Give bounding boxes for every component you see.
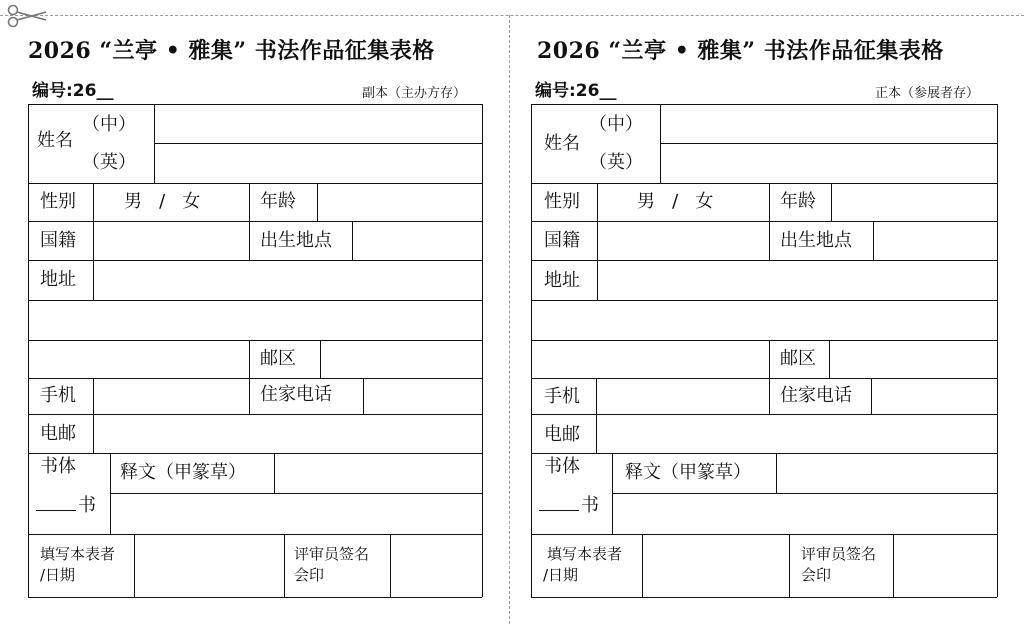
label-name-cn: （中） <box>82 114 136 135</box>
form-title: 2026 “兰亭 • 雅集” 书法作品征集表格 <box>537 38 944 64</box>
label-birthplace: 出生地点 <box>260 230 332 251</box>
label-birthplace: 出生地点 <box>780 230 852 251</box>
form-number: 编号:26__ <box>535 81 617 101</box>
copy-label: 正本（参展者存） <box>875 86 980 101</box>
gender-options[interactable]: 男 / 女 <box>124 191 201 212</box>
label-home-phone: 住家电话 <box>260 384 332 405</box>
label-postcode: 邮区 <box>780 348 816 369</box>
label-name-cn: （中） <box>589 114 643 135</box>
label-address: 地址 <box>544 270 580 291</box>
label-filler-date: /日期 <box>543 566 579 584</box>
label-name: 姓名 <box>544 133 580 154</box>
label-nationality: 国籍 <box>40 230 76 251</box>
label-postcode: 邮区 <box>260 348 296 369</box>
label-judge-seal: 会印 <box>801 566 832 584</box>
label-transcription: 释文（甲篆草） <box>120 462 246 483</box>
label-judge: 评审员签名 <box>294 545 370 563</box>
form-copy-participant <box>531 0 1001 624</box>
script-style-blank <box>539 496 599 516</box>
label-filler-date: /日期 <box>40 566 76 584</box>
label-home-phone: 住家电话 <box>780 385 852 406</box>
form-number: 编号:26__ <box>32 81 114 101</box>
label-filler: 填写本表者 <box>40 545 116 563</box>
label-age: 年龄 <box>780 191 816 212</box>
label-gender: 性别 <box>544 191 580 212</box>
form-title: 2026 “兰亭 • 雅集” 书法作品征集表格 <box>28 38 435 64</box>
label-script-suffix: 书 <box>581 495 599 516</box>
form-copy-organizer <box>28 0 498 624</box>
label-filler: 填写本表者 <box>547 545 623 563</box>
label-mobile: 手机 <box>544 386 580 407</box>
label-address: 地址 <box>40 269 76 290</box>
label-name-en: （英） <box>589 152 643 173</box>
label-name-en: （英） <box>82 152 136 173</box>
label-mobile: 手机 <box>40 385 76 406</box>
label-judge-seal: 会印 <box>294 566 325 584</box>
label-judge: 评审员签名 <box>801 545 877 563</box>
label-transcription: 释文（甲篆草） <box>625 462 751 483</box>
script-style-blank <box>36 496 96 516</box>
label-name: 姓名 <box>37 130 73 151</box>
label-gender: 性别 <box>40 191 76 212</box>
label-nationality: 国籍 <box>544 230 580 251</box>
copy-label: 副本（主办方存） <box>362 86 467 101</box>
label-age: 年龄 <box>260 191 296 212</box>
label-email: 电邮 <box>40 423 76 444</box>
label-script-style: 书体 <box>544 456 580 477</box>
label-script-suffix: 书 <box>78 495 96 516</box>
label-script-style: 书体 <box>40 456 76 477</box>
cut-line-vertical <box>509 15 510 624</box>
label-email: 电邮 <box>544 424 580 445</box>
gender-options[interactable]: 男 / 女 <box>637 191 714 212</box>
